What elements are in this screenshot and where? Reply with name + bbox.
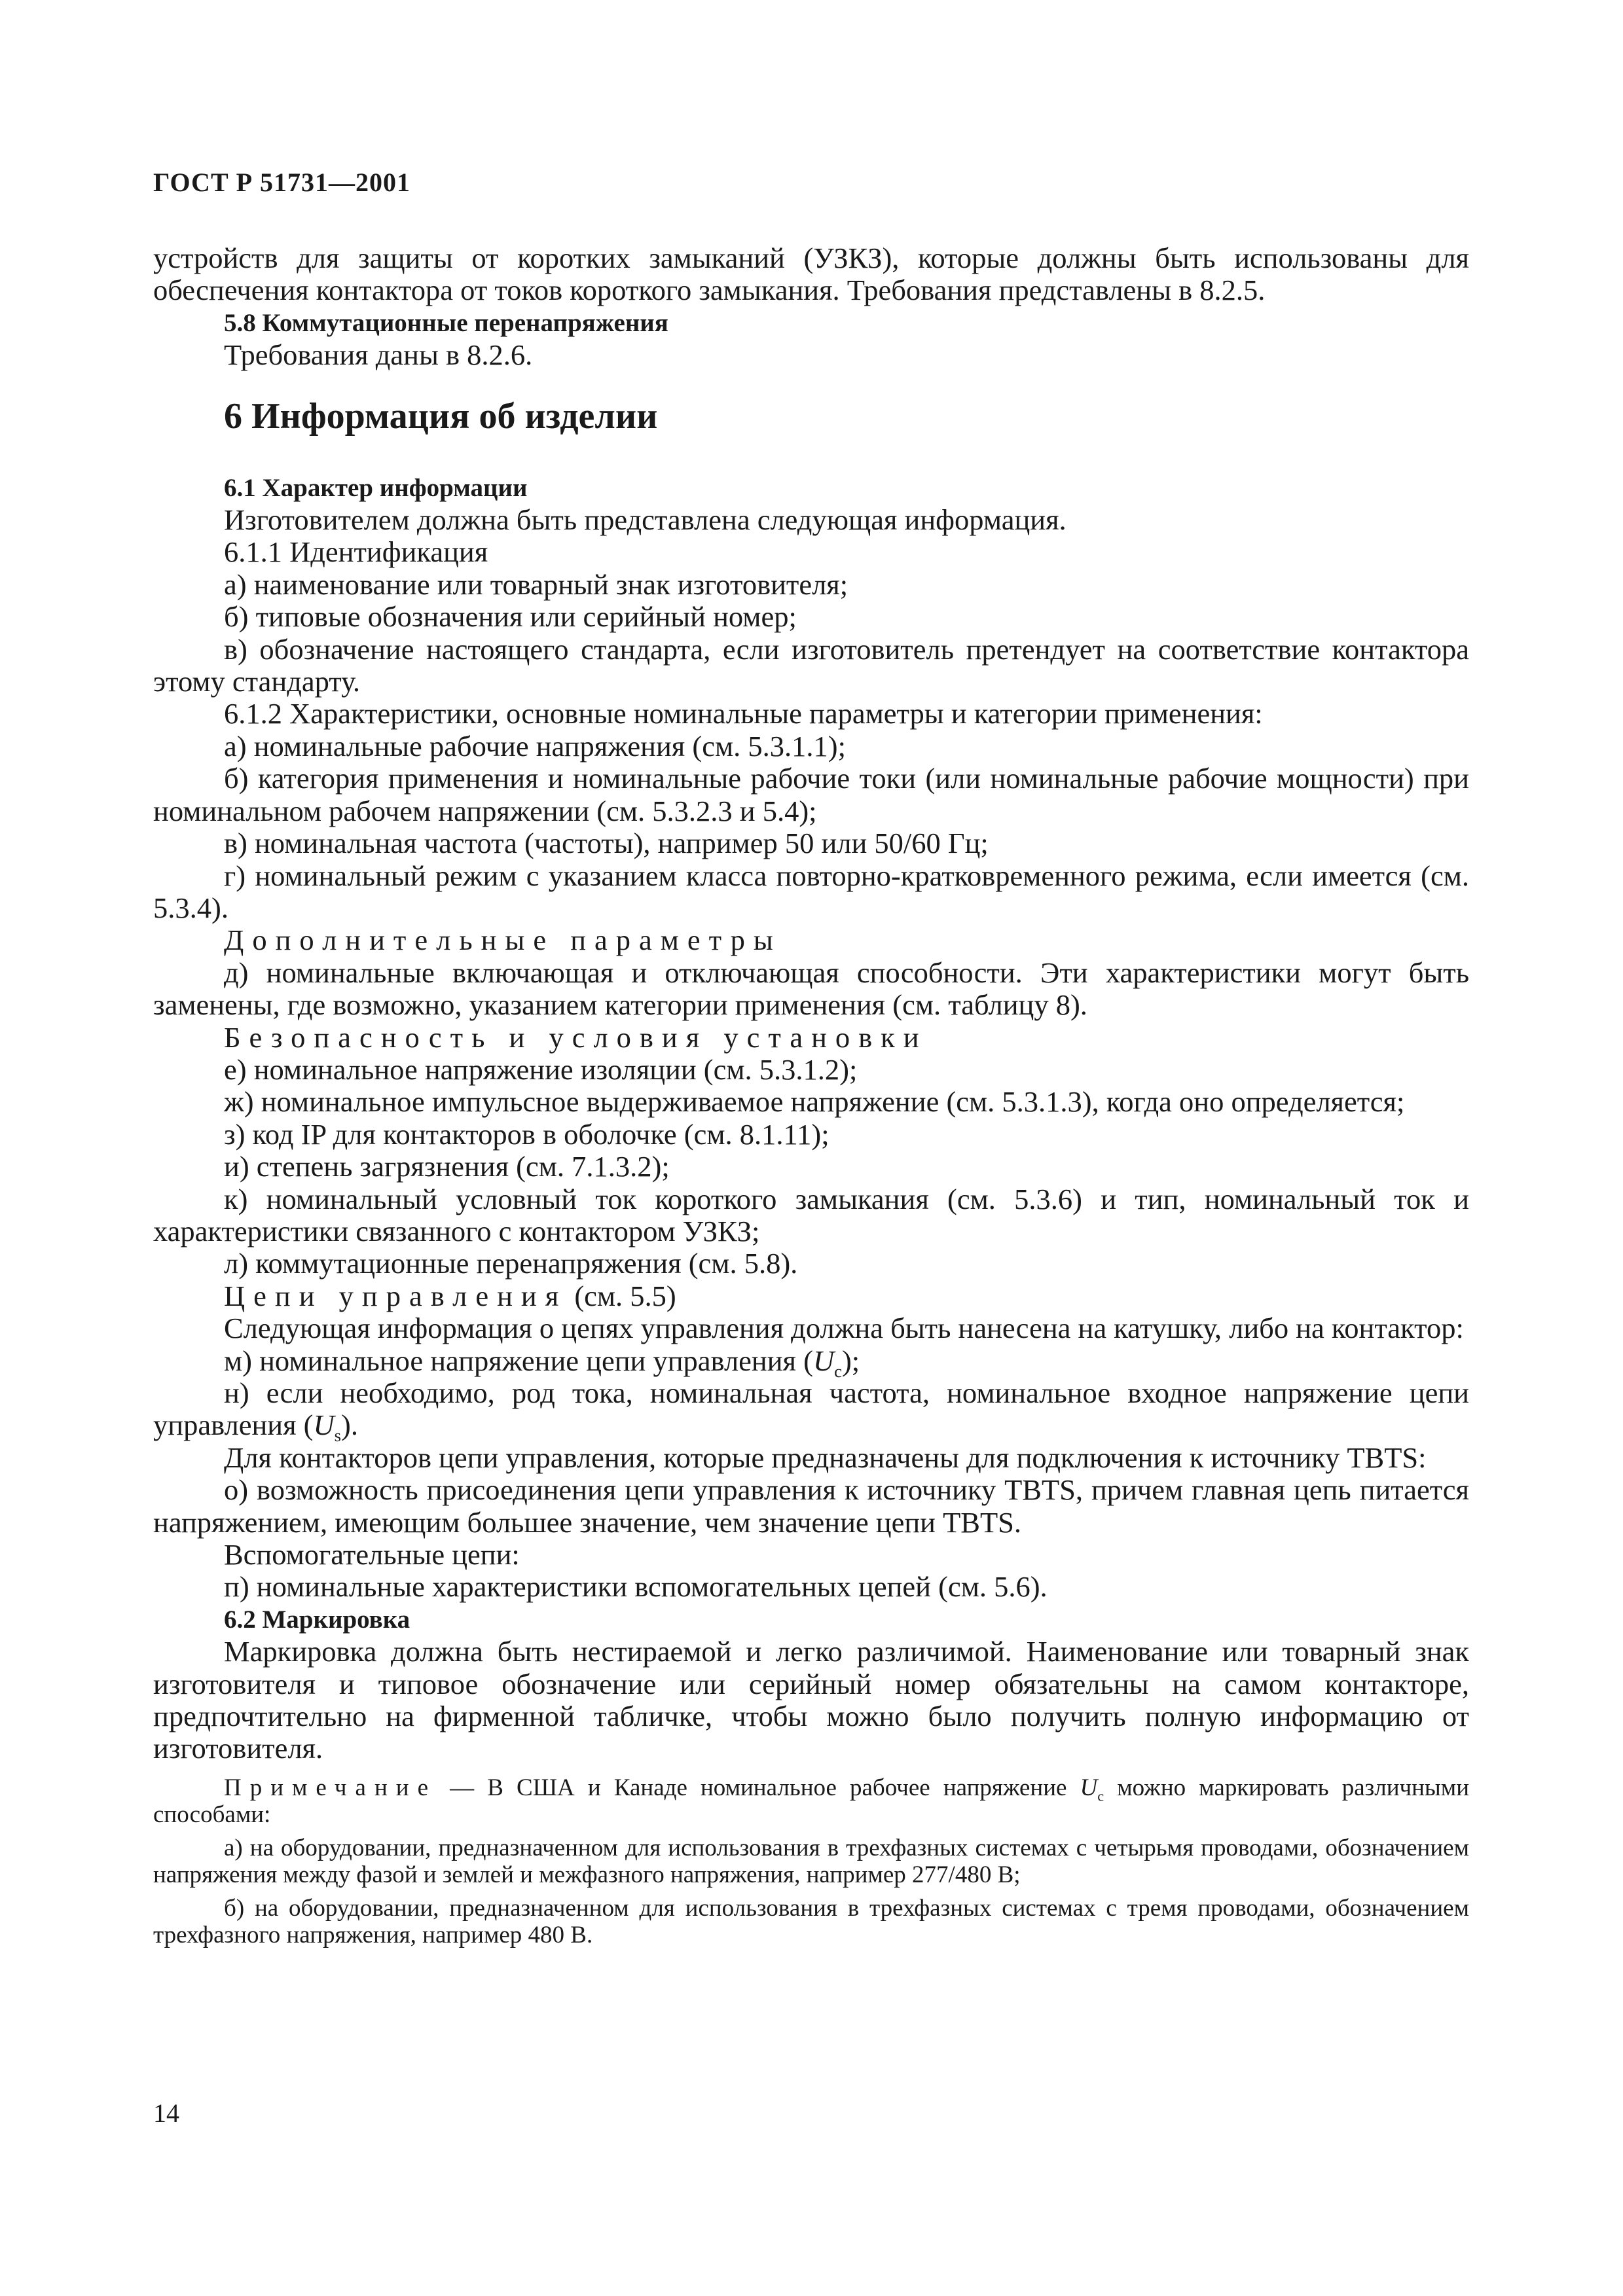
list-item: а) наименование или товарный знак изготовителя; (224, 567, 848, 601)
subsection-heading: 6.2 Маркировка (224, 1605, 410, 1634)
list-item: н) если необходимо, род тока, номинальная частота, номинальное входное напряжение цепи управления $(U_s)$. (153, 1376, 1469, 1446)
paragraph: 6.1.1 Идентификация (224, 535, 488, 569)
list-item: г) номинальный режим с указанием класса повторно-кратковременного режима, если имеется (см. 5.3.4). (153, 859, 1469, 924)
spaced-subheading: Цепи управления (224, 1279, 568, 1312)
paragraph: Следующая информация о цепях управления должна быть нанесена на катушку, либо на контактор: (224, 1312, 1464, 1345)
paragraph: Для контакторов цепи управления, которые предназначены для подключения к источнику TBTS: (224, 1441, 1427, 1474)
list-item: е) номинальное напряжение изоляции (см. 5.3.1.2); (224, 1052, 858, 1086)
paragraph: Вспомогательные цепи: (224, 1538, 520, 1571)
list-item: з) код IP для контакторов в оболочке (см. 8.1.11); (224, 1117, 830, 1151)
list-item: о) возможность присоединения цепи управления к источнику TBTS, причем главная цепь питается напряжением, имеющим большее значение, чем значение цепи TBTS. (153, 1473, 1469, 1539)
subsection-heading: 6.1 Характер информации (224, 473, 528, 502)
list-item: ж) номинальное импульсное выдерживаемое напряжение (см. 5.3.1.3), когда оно определяется; (224, 1085, 1405, 1119)
list-item: и) степень загрязнения (см. 7.1.3.2); (224, 1150, 670, 1183)
list-item: п) номинальные характеристики вспомогательных цепей (см. 5.6). (224, 1570, 1048, 1604)
list-item: к) номинальный условный ток короткого замыкания (см. 5.3.6) и тип, номинальный ток и характеристики связанного с контактором УЗКЗ; (153, 1182, 1469, 1247)
list-item: м) номинальное напряжение цепи управления $(U_c)$; (224, 1344, 860, 1381)
paragraph: Требования даны в 8.2.6. (224, 338, 533, 372)
list-item: д) номинальные включающая и отключающая способности. Эти характеристики могут быть заменены, где возможно, указанием категории применения (см. таблицу 8). (153, 956, 1469, 1022)
symbol-U: U (1080, 1774, 1098, 1801)
page-number: 14 (153, 2098, 179, 2128)
subscript: s (334, 1426, 342, 1446)
note-item: б) на оборудовании, предназначенном для использования в трехфазных системах с тремя проводами, обозначением трехфазного напряжения, например 480 В. (153, 1894, 1469, 1948)
list-item: в) обозначение настоящего стандарта, если изготовитель претендует на соответствие контактора этому стандарту. (153, 632, 1469, 698)
document-code-header: ГОСТ Р 51731—2001 (153, 168, 411, 197)
paragraph: устройств для защиты от коротких замыканий (УЗКЗ), которые должны быть использованы для обеспечения контактора от токов короткого замыкания. Требования представлены в 8.2.5. (153, 242, 1469, 307)
spaced-subheading: Дополнительные параметры (224, 924, 782, 957)
spaced-subheading: Безопасность и условия установки (224, 1020, 928, 1054)
subscript: c (834, 1361, 842, 1381)
spaced-subheading-line (153, 1280, 1469, 1312)
paragraph: Маркировка должна быть нестираемой и легко различимой. Наименование или товарный знак изготовителя и типовое обозначение или серийный номер обязательны на самом контакторе, предпочтительно на фирменной табличке, чтобы можно было получить полную информацию от изготовителя. (153, 1635, 1469, 1765)
subsection-heading: 5.8 Коммутационные перенапряжения (224, 308, 668, 337)
document-body (153, 242, 1469, 1948)
list-item: б) категория применения и номинальные рабочие токи (или номинальные рабочие мощности) при номинальном рабочем напряжении (см. 5.3.2.3 и 5.4); (153, 762, 1469, 827)
symbol-U: U (812, 1344, 835, 1377)
paragraph: 6.1.2 Характеристики, основные номинальные параметры и категории применения: (224, 697, 1263, 730)
subscript: c (1097, 1787, 1104, 1804)
symbol-U: U (313, 1408, 335, 1442)
list-item: л) коммутационные перенапряжения (см. 5.8). (224, 1247, 798, 1280)
reference: (см. 5.5) (574, 1279, 676, 1312)
note: Примечание — В США и Канаде номинальное рабочее напряжение $U_c$ можно маркировать различными способами: (153, 1774, 1469, 1828)
note-label: Примечание (224, 1774, 437, 1801)
note-item: а) на оборудовании, предназначенном для использования в трехфазных системах с четырьмя проводами, обозначением напряжения между фазой и землей и межфазного напряжения, например 277/480 В; (153, 1834, 1469, 1888)
list-item: в) номинальная частота (частоты), например 50 или 50/60 Гц; (224, 827, 989, 860)
section-heading: 6 Информация об изделии (224, 395, 658, 437)
paragraph: Изготовителем должна быть представлена следующая информация. (224, 503, 1067, 537)
list-item: б) типовые обозначения или серийный номер; (224, 600, 797, 634)
list-item: а) номинальные рабочие напряжения (см. 5.3.1.1); (224, 729, 846, 762)
